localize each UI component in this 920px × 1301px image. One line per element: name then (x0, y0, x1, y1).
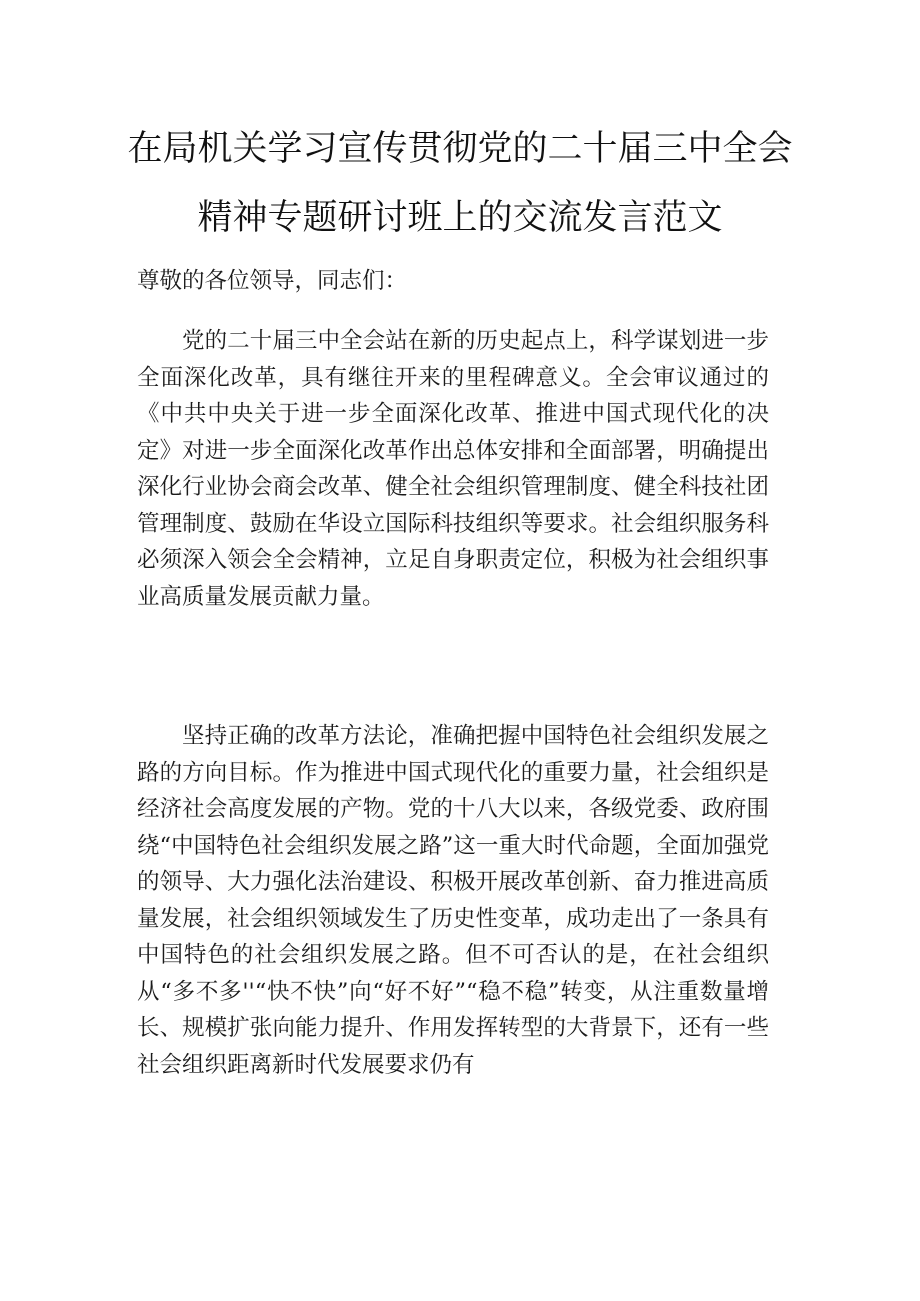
salutation: 尊敬的各位领导，同志们： (137, 268, 408, 294)
paragraph-2: 坚持正确的改革方法论，准确把握中国特色社会组织发展之路的方向目标。作为推进中国式现代化的重要力量，社会组织是经济社会高度发展的产物。党的十八大以来，各级党委、政府围绕“中国特色社会组织发展之路”这一重大时代命题，全面加强党的领导、大力强化法治建设、积极开展改革创新、奋力推进高质量发展，社会组织领域发生了历史性变革，成功走出了一条具有中国特色的社会组织发展之路。但不可否认的是，在社会组织从“多不多''“快不快”向“好不好”“稳不稳”转变，从注重数量增长、规模扩张向能力提升、作用发挥转型的大背景下，还有一些社会组织距离新时代发展要求仍有 (137, 723, 769, 1078)
paragraph-1: 党的二十届三中全会站在新的历史起点上，科学谋划进一步全面深化改革，具有继往开来的里程碑意义。全会审议通过的《中共中央关于进一步全面深化改革、推进中国式现代化的决定》对进一步全面深化改革作出总体安排和全面部署，明确提出深化行业协会商会改革、健全社会组织管理制度、健全科技社团管理制度、鼓励在华设立国际科技组织等要求。社会组织服务科必须深入领会全会精神，立足自身职责定位，积极为社会组织事业高质量发展贡献力量。 (137, 328, 769, 610)
document-title-line-1: 在局机关学习宣传贯彻党的二十届三中全会 (127, 129, 793, 169)
document-title-line-2: 精神专题研讨班上的交流发言范文 (197, 198, 723, 238)
